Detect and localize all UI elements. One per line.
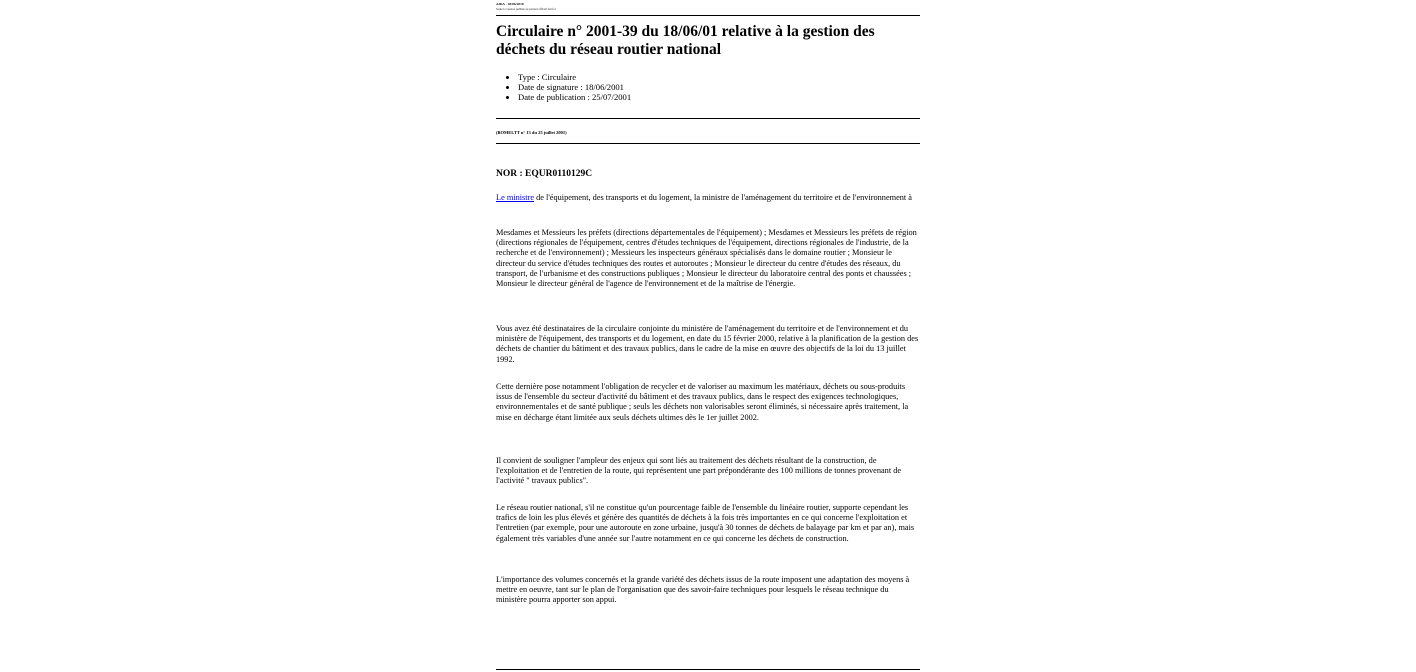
- header-divider: [496, 15, 920, 16]
- metadata-list: [496, 72, 631, 102]
- intro-paragraph: [496, 193, 920, 203]
- header-source: AIDA - 28/06/2018: [496, 2, 524, 6]
- nor-reference: NOR : EQUR0110129C: [496, 169, 593, 179]
- meta-divider-top: [496, 118, 920, 119]
- ministre-link[interactable]: Le ministre: [496, 193, 535, 202]
- paragraph-addressees: Mesdames et Messieurs les préfets (directions départementales de l'équipement) ; Mesdames et Messieurs les préfets de région (directions régionales de l'équipement, centres d'études techniques de l'équipement, directions régionales de l'industrie, de la recherche et de l'environnement) ; Messieurs les inspecteurs généraux spécialisés dans le domaine routier ; Monsieur le directeur du service d'études techniques des routes et autoroutes ; Monsieur le directeur du centre d'études des réseaux, du transport, de l'urbanisme et des constructions publiques ; Monsieur le directeur du laboratoire central des ponts et chaussées ; Monsieur le directeur général de l'agence de l'environnement et de la maîtrise de l'énergie.: [496, 228, 917, 289]
- paragraph-volumes: L'importance des volumes concernés et la grande variété des déchets issus de la route imposent une adaptation des moyens à mettre en oeuvre, tant sur le plan de l'organisation que des savoir-faire techniques pour lesquels le réseau technique du ministère pourra apporter son appui.: [496, 575, 910, 605]
- paragraph-recycling-obligation: Cette dernière pose notamment l'obligation de recycler et de valoriser au maximum les matériaux, déchets ou sous-produits issus de l'ensemble du secteur d'activité du bâtiment et des travaux publics, dans le respect des exigences technologiques, environnementales et de santé publique ; seuls les déchets non valorisables seront éliminés, si nécessaire après traitement, la mise en décharge étant limitée aux seuls déchets ultimes dès le 1er juillet 2002.: [496, 382, 909, 422]
- header-notice: Seule la version publiée au journal officiel fait foi: [496, 7, 556, 11]
- document-title: Circulaire n° 2001-39 du 18/06/01 relative à la gestion des déchets du réseau routier national: [496, 23, 875, 58]
- bulletin-reference: (BOMELTT n° 13 du 25 juillet 2001): [496, 130, 567, 135]
- meta-divider-bottom: [496, 143, 920, 144]
- intro-text: de l'équipement, des transports et du logement, la ministre de l'aménagement du territoire et de l'environnement à: [534, 193, 912, 202]
- paragraph-national-network: Le réseau routier national, s'il ne constitue qu'un pourcentage faible de l'ensemble du linéaire routier, supporte cependant les trafics de loin les plus élevés et génère des quantités de déchets à la fois très importantes en ce qui concerne l'exploitation et l'entretien (par exemple, pour une autoroute en zone urbaine, jusqu'à 30 tonnes de déchets de balayage par km et par an), mais également très variables d'une année sur l'autre notamment en ce qui concerne les déchets de construction.: [496, 503, 915, 543]
- footer-divider: [496, 669, 920, 670]
- paragraph-circular-reference: Vous avez été destinataires de la circulaire conjointe du ministère de l'aménagement du territoire et de l'environnement et du ministère de l'équipement, des transports et du logement, en date du 15 février 2000, relative à la planification de la gestion des déchets de chantier du bâtiment et des travaux publics, dans le cadre de la mise en œuvre des objectifs de la loi du 13 juillet 1992.: [496, 324, 919, 364]
- document-page: [496, 0, 920, 672]
- meta-signature-date: • Date de signature : 18/06/2001: [518, 82, 631, 92]
- meta-type: • Type : Circulaire: [518, 72, 631, 82]
- paragraph-stakes: Il convient de souligner l'ampleur des enjeux qui sont liés au traitement des déchets résultant de la construction, de l'exploitation et de l'entretien de la route, qui représentent une part prépondérante des 100 millions de tonnes provenant de l'activité " travaux publics".: [496, 456, 902, 486]
- meta-publication-date: • Date de publication : 25/07/2001: [518, 92, 631, 102]
